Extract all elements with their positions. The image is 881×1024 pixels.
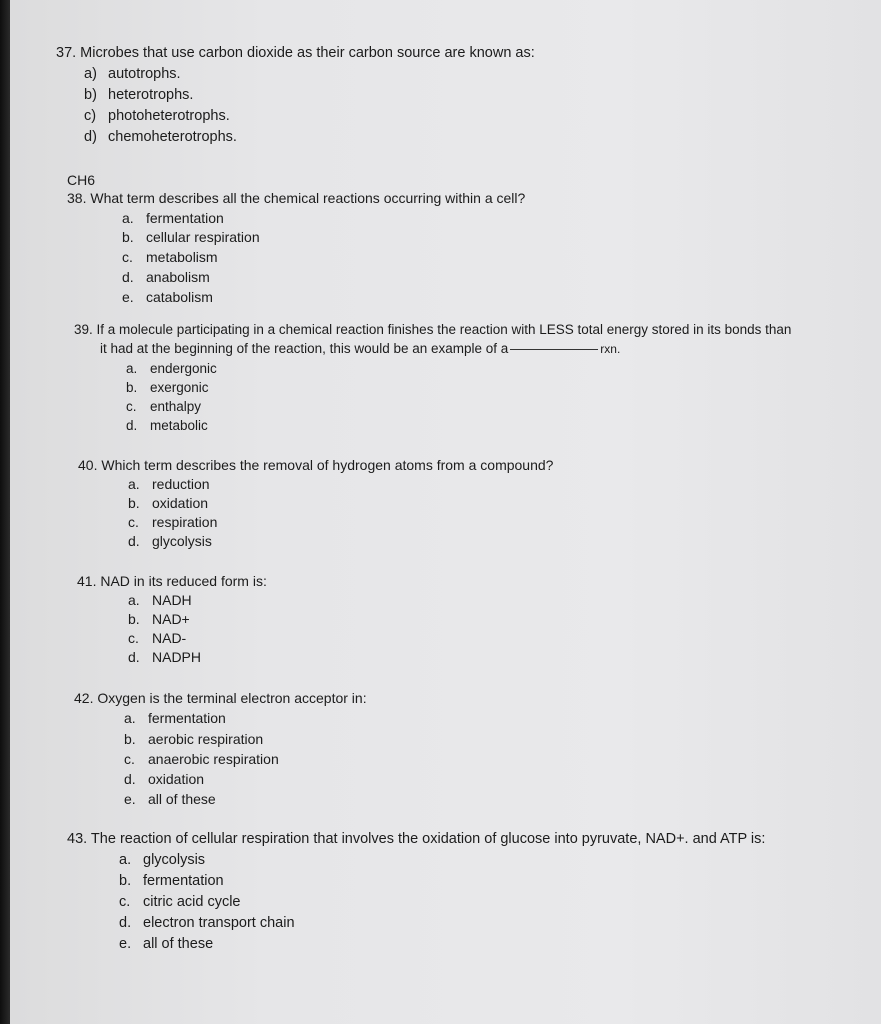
question-40 bbox=[78, 456, 553, 551]
option-c: c. metabolism bbox=[122, 249, 218, 266]
question-42 bbox=[74, 688, 367, 810]
option-c: c. enthalpy bbox=[126, 399, 202, 414]
option-a: a. reduction bbox=[128, 476, 210, 492]
option-d: d. glycolysis bbox=[128, 533, 212, 549]
option-d: d. metabolic bbox=[126, 418, 208, 433]
option-b: b) heterotrophs. bbox=[84, 87, 194, 103]
question-stem: 41. NAD in its reduced form is: bbox=[77, 573, 267, 589]
option-a: a) autotrophs. bbox=[84, 66, 181, 82]
section-heading: CH6 bbox=[67, 172, 96, 188]
option-e: e. catabolism bbox=[122, 288, 213, 305]
option-d: d) chemoheterotrophs. bbox=[84, 129, 237, 145]
question-stem: 42. Oxygen is the terminal electron acceptor in: bbox=[74, 690, 367, 706]
question-39 bbox=[74, 320, 791, 435]
question-stem: 40. Which term describes the removal of hydrogen atoms from a compound? bbox=[78, 457, 554, 473]
option-d: d. oxidation bbox=[124, 771, 205, 788]
page-edge-shadow bbox=[0, 0, 10, 1024]
answer-blank bbox=[510, 348, 598, 350]
option-b: b. aerobic respiration bbox=[124, 730, 264, 747]
option-c: c. citric acid cycle bbox=[119, 894, 241, 910]
worksheet-page bbox=[10, 0, 881, 1024]
question-41 bbox=[77, 572, 267, 667]
question-stem-line2: it had at the beginning of the reaction, this would be an example of a rxn. bbox=[100, 341, 621, 356]
option-e: e. all of these bbox=[119, 936, 214, 952]
option-a: a. glycolysis bbox=[119, 852, 206, 868]
option-b: b. cellular respiration bbox=[122, 229, 260, 246]
question-stem: 43. The reaction of cellular respiration that involves the oxidation of glucose into pyruvate, NAD+. and ATP is: bbox=[67, 831, 766, 847]
question-37 bbox=[56, 43, 535, 148]
option-d: d. NADPH bbox=[128, 649, 202, 665]
option-d: d. anabolism bbox=[122, 268, 210, 285]
option-b: b. NAD+ bbox=[128, 611, 190, 627]
question-stem-line1: 39. If a molecule participating in a chemical reaction finishes the reaction with LESS total energy stored in its bonds than bbox=[74, 322, 792, 337]
option-b: b. exergonic bbox=[126, 380, 209, 395]
option-a: a. NADH bbox=[128, 592, 192, 608]
option-a: a. endergonic bbox=[126, 361, 217, 376]
question-stem: 38. What term describes all the chemical reactions occurring within a cell? bbox=[67, 190, 526, 206]
option-c: c. respiration bbox=[128, 514, 218, 530]
question-38 bbox=[67, 189, 525, 307]
option-d: d. electron transport chain bbox=[119, 915, 295, 931]
option-c: c. NAD- bbox=[128, 630, 187, 646]
option-c: c) photoheterotrophs. bbox=[84, 108, 230, 124]
question-43 bbox=[67, 829, 765, 955]
option-a: a. fermentation bbox=[122, 209, 224, 226]
option-a: a. fermentation bbox=[124, 710, 226, 727]
question-stem: 37. Microbes that use carbon dioxide as their carbon source are known as: bbox=[56, 45, 535, 61]
option-c: c. anaerobic respiration bbox=[124, 750, 279, 767]
option-e: e. all of these bbox=[124, 791, 216, 808]
option-b: b. oxidation bbox=[128, 495, 209, 511]
option-b: b. fermentation bbox=[119, 873, 224, 889]
